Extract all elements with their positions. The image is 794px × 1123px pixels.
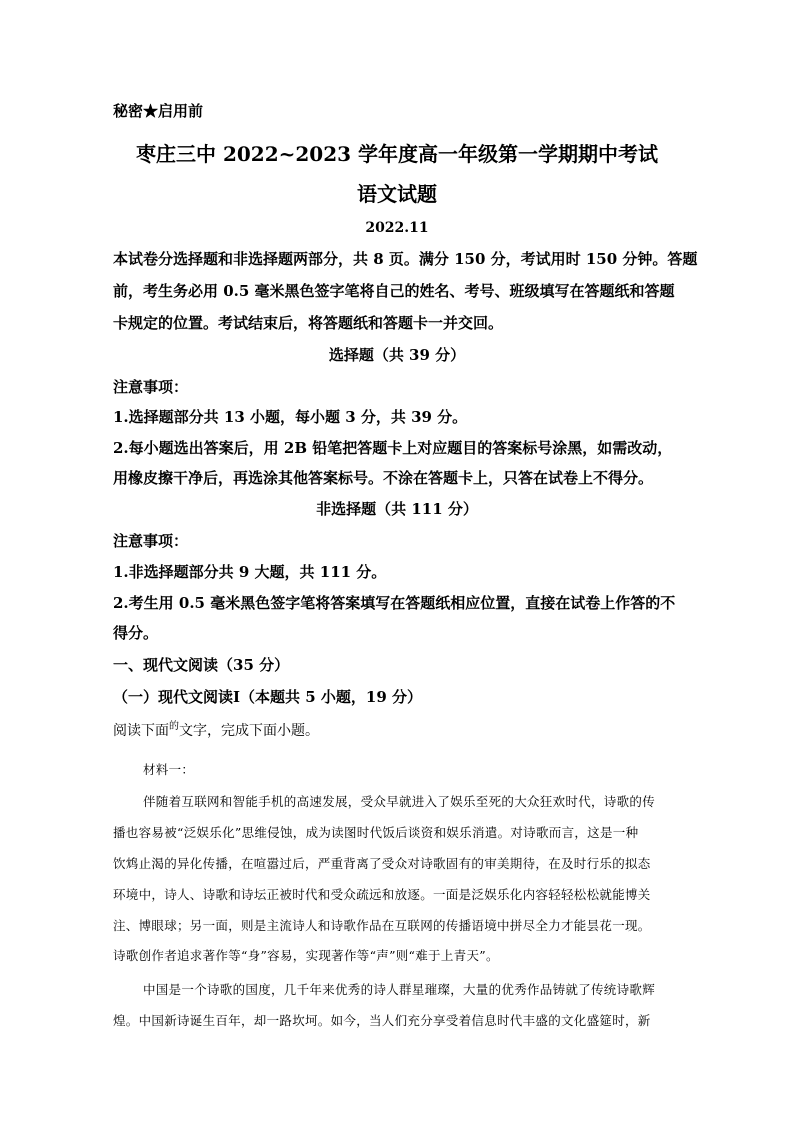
material-para1-line: 注、博眼球；另一面，则是主流诗人和诗歌作品在互联网的传播语境中拼尽全力才能昙花一现。: [113, 918, 651, 933]
reading-instruction: [113, 720, 319, 740]
intro-line-3: 卡规定的位置。考试结束后，将答题纸和答题卡一并交回。: [113, 314, 504, 332]
exam-title: 枣庄三中 2022~2023 学年度高一年级第一学期期中考试: [135, 142, 658, 166]
choice-item-2-line-2: 用橡皮擦干净后，再选涂其他答案标号。不涂在答题卡上，只答在试卷上不得分。: [113, 469, 654, 487]
material-para2-line: 煌。中国新诗诞生百年，却一路坎坷。如今，当人们充分享受着信息时代丰盛的文化盛筵时，新: [113, 1013, 651, 1028]
nonchoice-item-2-line-1: 2.考生用 0.5 毫米黑色签字笔将答案填写在答题纸相应位置，直接在试卷上作答的不: [113, 594, 676, 612]
intro-line-2: 前，考生务必用 0.5 毫米黑色签字笔将自己的姓名、考号、班级填写在答题纸和答题: [113, 282, 675, 300]
choice-notice-label: 注意事项：: [113, 378, 189, 396]
instruction-superscript: 的: [169, 721, 179, 732]
part1-heading: 一、现代文阅读（35 分）: [113, 656, 290, 674]
material-para1-line: 诗歌创作者追求著作等“身”容易，实现著作等“声”则“难于上青天”。: [113, 948, 499, 963]
nonchoice-heading: 非选择题（共 111 分）: [316, 500, 478, 518]
nonchoice-item-2-line-2: 得分。: [113, 624, 159, 642]
exam-subject: 语文试题: [357, 182, 437, 206]
material-para1-line: 环境中，诗人、诗歌和诗坛正被时代和受众疏远和放逐。一面是泛娱乐化内容轻轻松松就能博关: [113, 887, 651, 902]
nonchoice-item-1: 1.非选择题部分共 9 大题，共 111 分。: [113, 563, 387, 581]
material-para1-line: 播也容易被“泛娱乐化”思维侵蚀，成为读图时代饭后谈资和娱乐消遣。对诗歌而言，这是一种: [113, 825, 639, 840]
material-para1-line: 饮鸩止渴的异化传播，在喧嚣过后，严重背离了受众对诗歌固有的审美期待，在及时行乐的拟态: [113, 856, 651, 871]
nonchoice-notice-label: 注意事项：: [113, 532, 189, 550]
material-para2-line: 中国是一个诗歌的国度，几千年来优秀的诗人群星璀璨，大量的优秀作品铸就了传统诗歌辉: [143, 982, 656, 997]
choice-item-1: 1.选择题部分共 13 小题，每小题 3 分，共 39 分。: [113, 408, 468, 426]
choice-heading: 选择题（共 39 分）: [328, 346, 466, 364]
choice-item-2-line-1: 2.每小题选出答案后，用 2B 铅笔把答题卡上对应题目的答案标号涂黑，如需改动，: [113, 439, 673, 457]
material-para1-line: 伴随着互联网和智能手机的高速发展，受众早就进入了娱乐至死的大众狂欢时代，诗歌的传: [143, 794, 656, 809]
secret-label: 秘密★启用前: [113, 102, 204, 120]
exam-date: 2022.11: [365, 220, 429, 236]
material-label: 材料一：: [143, 762, 195, 777]
part1-sub-heading: （一）现代文阅读Ⅰ（本题共 5 小题，19 分）: [113, 688, 422, 706]
intro-line-1: 本试卷分选择题和非选择题两部分，共 8 页。满分 150 分，考试用时 150 分钟。答题: [113, 250, 698, 268]
instruction-text-after: 文字，完成下面小题。: [179, 723, 319, 739]
instruction-text-before: 阅读下面: [113, 723, 169, 739]
